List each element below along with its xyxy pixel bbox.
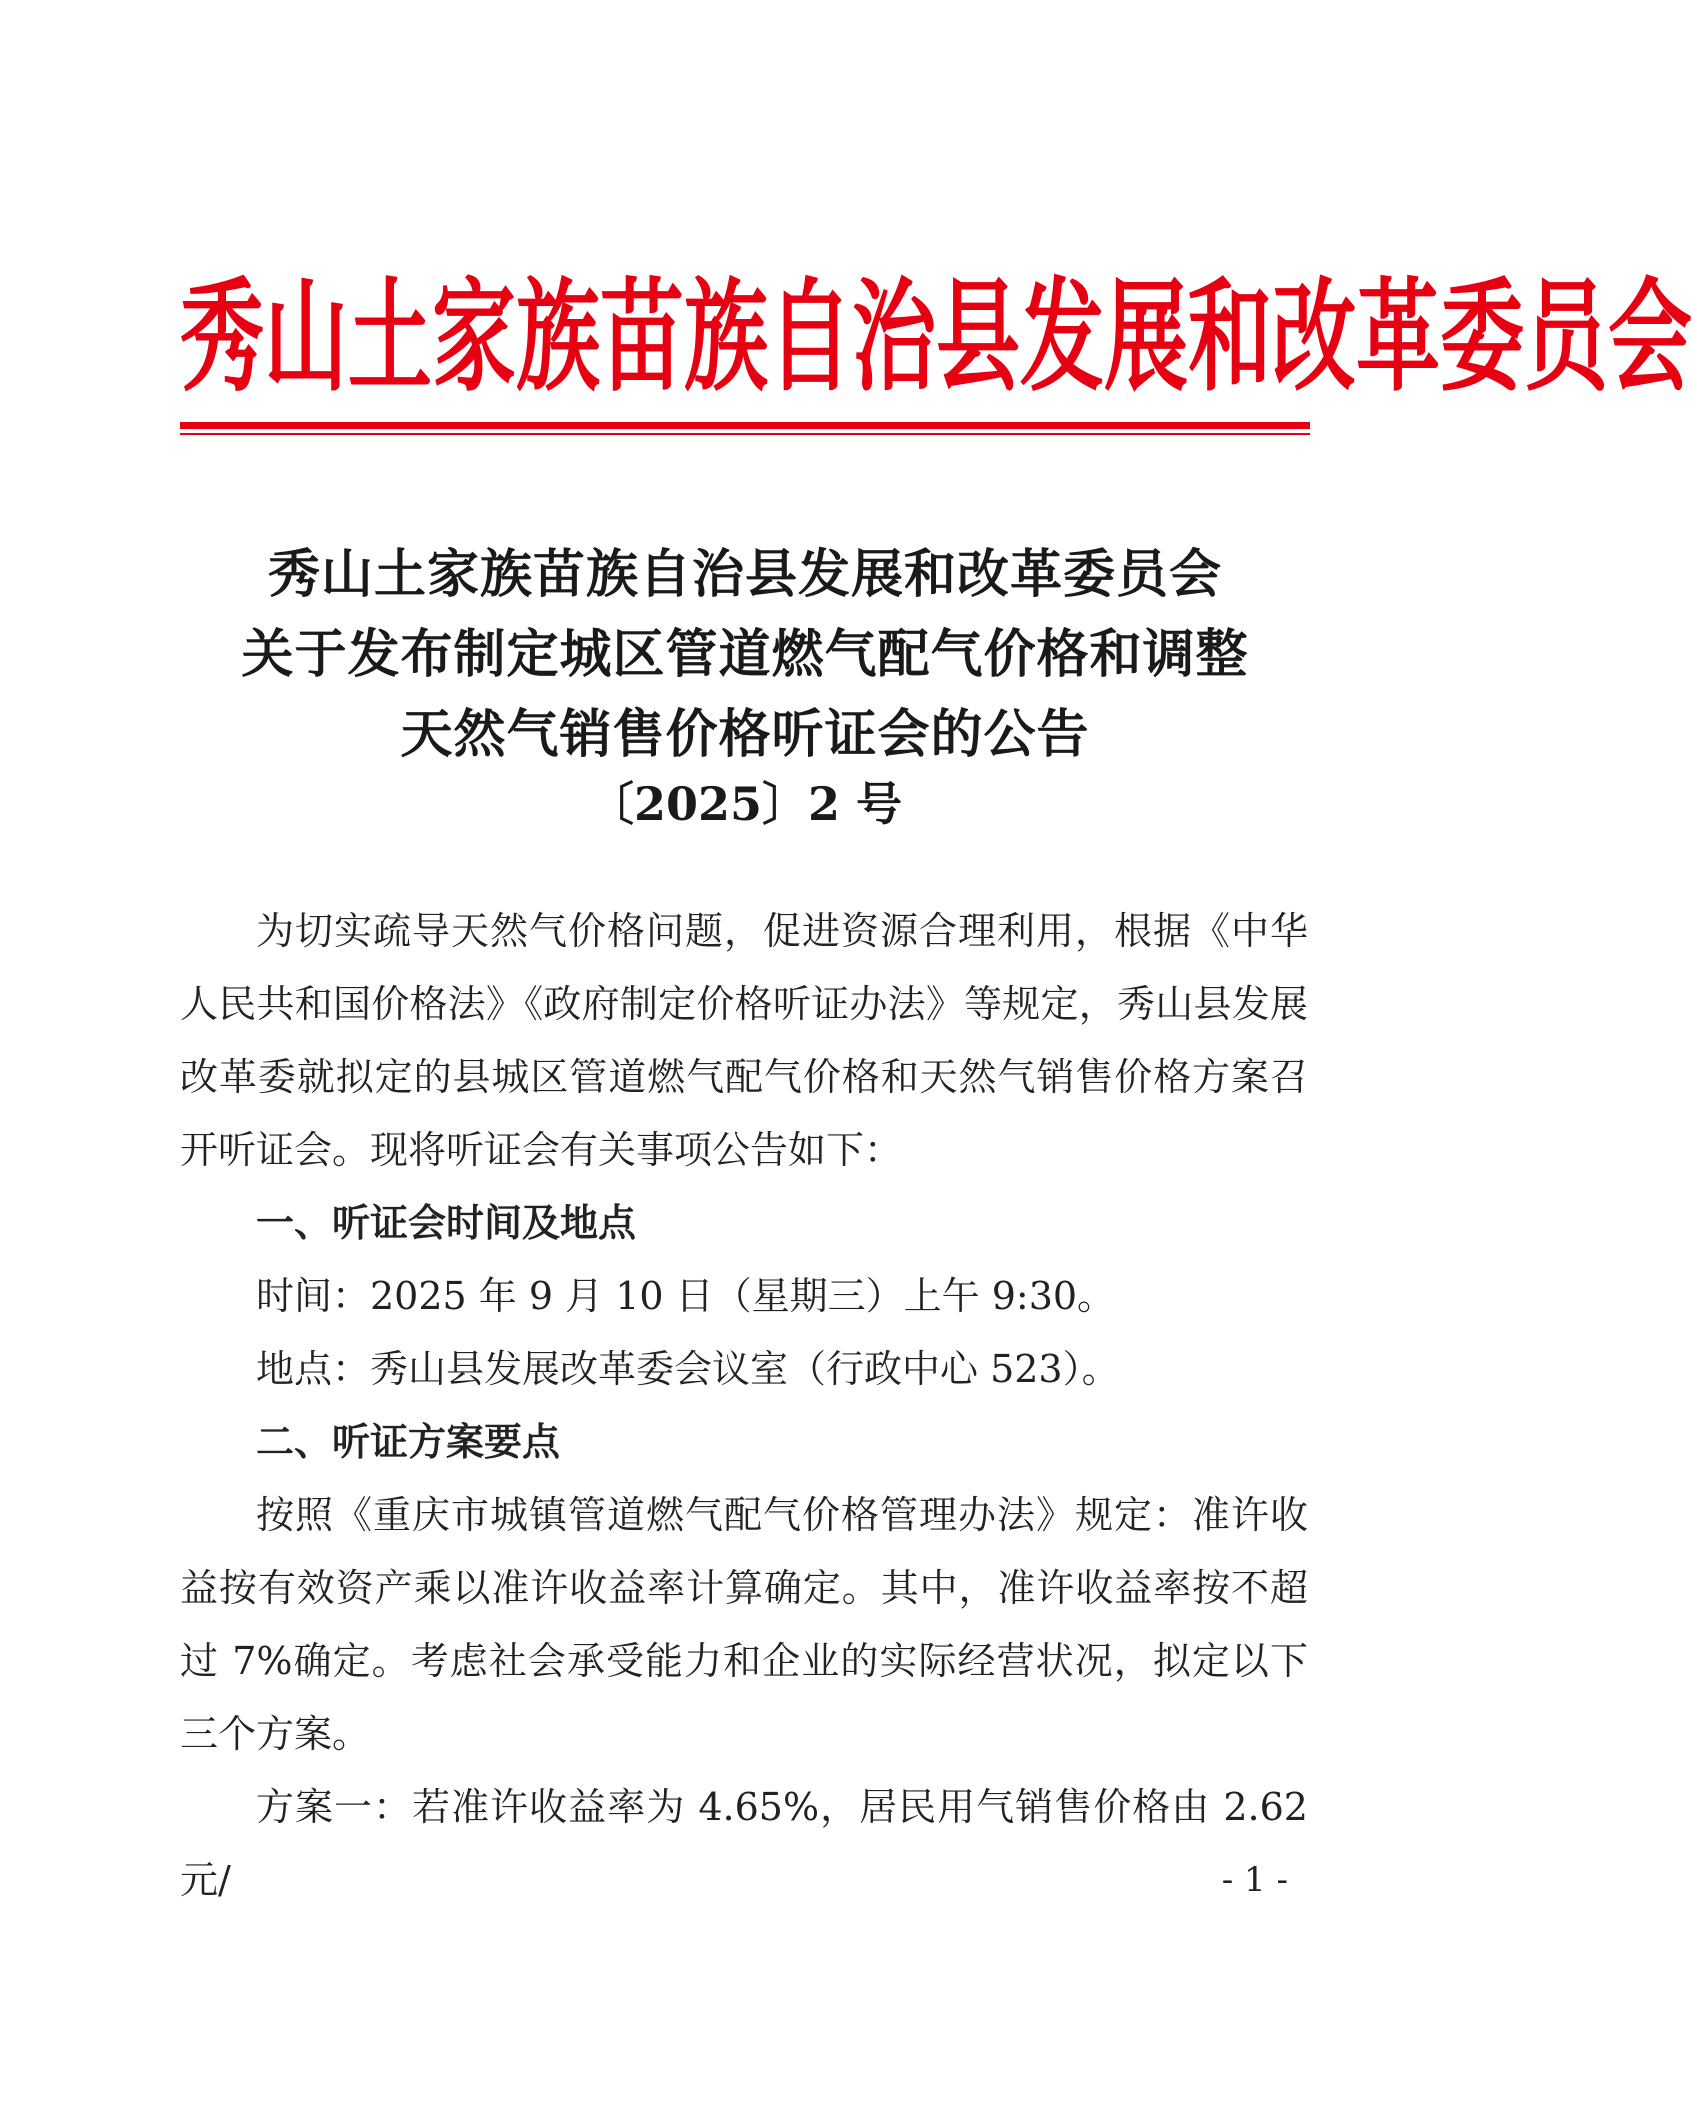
red-header-agency-name: 秀山土家族苗族自治县发展和改革委员会 <box>180 265 1692 408</box>
section-1-heading: 一、听证会时间及地点 <box>256 1201 637 1245</box>
intro-paragraph: 为切实疏导天然气价格问题，促进资源合理利用，根据《中华人民共和国价格法》《政府制定价格听证办法》等规定，秀山县发展改革委就拟定的县城区管道燃气配气价格和天然气销售价格方案召开听证会。现将听证会有关事项公告如下： <box>180 909 1308 1172</box>
red-header-rule-thick <box>180 422 1310 429</box>
red-header-rule-thin <box>180 433 1310 435</box>
scheme-1-paragraph: 方案一：若准许收益率为 4.65%，居民用气销售价格由 2.62 元/ <box>180 1785 1308 1902</box>
hearing-place: 地点：秀山县发展改革委会议室（行政中心 523）。 <box>256 1347 1120 1391</box>
hearing-time: 时间：2025 年 9 月 10 日（星期三）上午 9:30。 <box>256 1274 1116 1318</box>
document-number: 〔2025〕2 号 <box>587 777 903 831</box>
document-body <box>180 895 1308 1917</box>
scheme-intro-paragraph: 按照《重庆市城镇管道燃气配气价格管理办法》规定：准许收益按有效资产乘以准许收益率计算确定。其中，准许收益率按不超过 7%确定。考虑社会承受能力和企业的实际经营状况，拟定以下三个方案。 <box>180 1493 1308 1756</box>
document-title-line-3: 天然气销售价格听证会的公告 <box>400 704 1090 765</box>
section-2-heading: 二、听证方案要点 <box>256 1420 561 1464</box>
page-number: - 1 - <box>1221 1860 1288 1900</box>
document-title-line-1: 秀山土家族苗族自治县发展和改革委员会 <box>267 544 1222 605</box>
document-title-line-2: 关于发布制定城区管道燃气配气价格和调整 <box>241 624 1249 685</box>
